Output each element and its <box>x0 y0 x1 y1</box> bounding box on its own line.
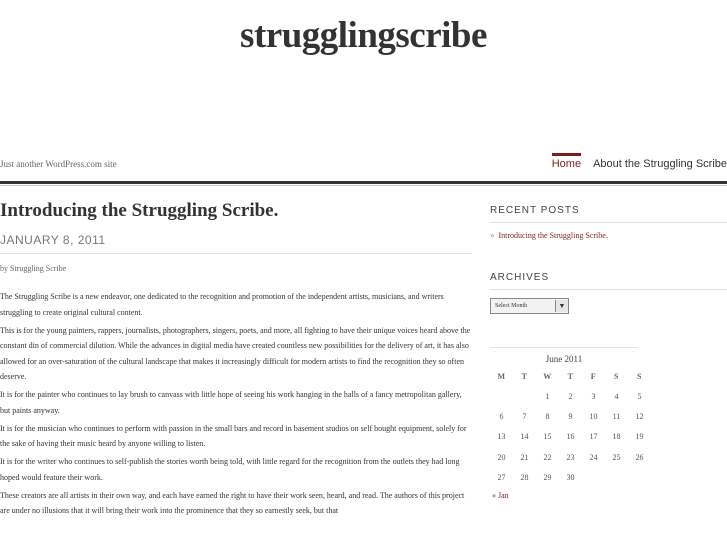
calendar-day: 14 <box>520 432 529 442</box>
calendar-day: 3 <box>591 391 596 401</box>
calendar-day-header: F <box>590 371 597 381</box>
main-nav <box>540 153 727 170</box>
calendar-day: 20 <box>497 452 506 462</box>
calendar-week <box>490 467 651 487</box>
calendar-day: 5 <box>637 391 642 401</box>
calendar-day: 29 <box>543 472 552 482</box>
calendar-day: 1 <box>545 391 550 401</box>
calendar-caption: June 2011 <box>490 347 638 364</box>
nav-about[interactable]: About the Struggling Scribe <box>593 158 727 170</box>
header-divider <box>0 181 727 184</box>
recent-post-link[interactable] <box>490 230 727 240</box>
post-paragraph: The Struggling Scribe is a new endeavor, one dedicated to the recognition and promotion of the independent artists, musicians, and writers struggling to create original cultural content. <box>0 292 444 317</box>
calendar-day: 27 <box>497 472 506 482</box>
calendar-day <box>628 467 651 487</box>
archives-select[interactable] <box>490 298 569 314</box>
calendar-day: 10 <box>589 411 598 421</box>
calendar-day: 24 <box>589 452 598 462</box>
calendar-day: 26 <box>635 452 644 462</box>
calendar-day-header: W <box>543 371 552 381</box>
calendar-day: 16 <box>566 432 575 442</box>
calendar-day-header: S <box>614 371 619 381</box>
calendar-week <box>490 406 651 426</box>
calendar-day: 30 <box>566 472 575 482</box>
calendar-day: 22 <box>543 452 552 462</box>
calendar-day: 6 <box>499 411 504 421</box>
calendar-day: 21 <box>520 452 529 462</box>
calendar-day-header: T <box>521 371 528 381</box>
calendar-day: 4 <box>614 391 619 401</box>
nav-home[interactable]: Home <box>552 153 581 170</box>
post-date[interactable]: JANUARY 8, 2011 <box>0 233 472 254</box>
calendar-day-header: S <box>637 371 642 381</box>
post-paragraph: It is for the musician who continues to perform with passion in the small bars and record in basement studios on self bought equipment, solely for the sake of having their music heard by anyone willing to listen. <box>0 423 467 448</box>
calendar-day: 18 <box>612 432 621 442</box>
calendar-day: 7 <box>522 411 527 421</box>
double-chevron-right-icon: » <box>490 230 495 240</box>
calendar-day: 13 <box>497 432 506 442</box>
calendar-day: 15 <box>543 432 552 442</box>
archives-select-value: Select Month <box>495 303 528 309</box>
calendar <box>490 347 727 500</box>
post-paragraph: This is for the young painters, rappers, journalists, photographers, singers, poets, and more, all fighting to have their unique voices heard above the constant din of commercial dilution. While the advances in digital media have created countless new possibilities for the delivery of art, it has also allowed for an over-saturation of the cultural landscape that makes it increasingly difficult for modern artists to find the recognition they so often deserve. <box>0 325 471 381</box>
calendar-week <box>490 427 651 447</box>
post-paragraph: It is for the writer who continues to self-publish the stories worth being told, with little regard for the recognition from the outlets they had long hoped would feature their work. <box>0 457 460 482</box>
site-tagline: Just another WordPress.com site <box>0 159 117 169</box>
calendar-day: 17 <box>589 432 598 442</box>
post-byline: by Struggling Scribe <box>0 264 67 273</box>
calendar-week <box>490 447 651 467</box>
calendar-week <box>490 386 651 406</box>
calendar-day: 11 <box>612 411 621 421</box>
recent-posts-title: RECENT POSTS <box>490 205 727 223</box>
calendar-day-header: M <box>497 371 506 381</box>
site-title[interactable]: strugglingscribe <box>240 15 487 56</box>
calendar-day: 12 <box>635 411 644 421</box>
calendar-day: 2 <box>568 391 573 401</box>
calendar-day: 8 <box>545 411 550 421</box>
calendar-day <box>582 467 605 487</box>
calendar-day <box>490 386 513 406</box>
sidebar <box>490 205 727 314</box>
archives-title: ARCHIVES <box>490 272 727 290</box>
post-paragraph: It is for the painter who continues to lay brush to canvass with little hope of seeing his work hanging in the halls of a fancy metropolitan gallery, but paints anyway. <box>0 390 462 415</box>
calendar-table <box>490 366 651 487</box>
header-divider-thin <box>0 185 727 186</box>
calendar-day <box>605 467 628 487</box>
post-content <box>0 289 472 519</box>
calendar-day: 19 <box>635 432 644 442</box>
dropdown-arrow-icon[interactable]: ▼ <box>555 300 568 312</box>
calendar-day-header: T <box>567 371 574 381</box>
calendar-day: 28 <box>520 472 529 482</box>
post-title[interactable]: Introducing the Struggling Scribe. <box>0 200 279 221</box>
calendar-prev-link[interactable]: « Jan <box>492 491 509 501</box>
recent-post-label: Introducing the Struggling Scribe. <box>498 230 608 240</box>
calendar-day: 23 <box>566 452 575 462</box>
post-paragraph: These creators are all artists in their own way, and each have earned the right to have their work seen, heard, and read. The authors of this project are under no illusions that it will bring their work into the prominence that they so earnestly seek, but that <box>0 490 465 515</box>
calendar-day: 9 <box>568 411 573 421</box>
calendar-day <box>513 386 536 406</box>
calendar-day: 25 <box>612 452 621 462</box>
post <box>0 200 472 521</box>
